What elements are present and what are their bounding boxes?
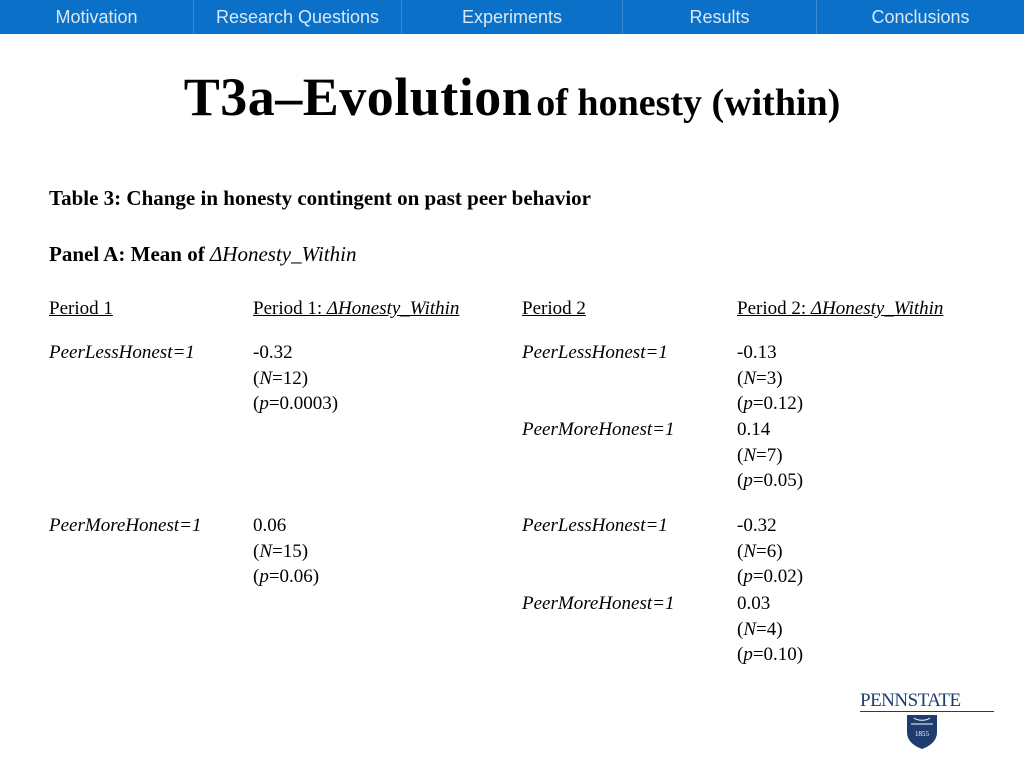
nav-tab-motivation[interactable]: Motivation: [0, 0, 194, 34]
group1-period1-p: (p=0.0003): [253, 393, 339, 414]
group1-sub1-stats: [737, 340, 803, 417]
column-header-period1-change: [253, 296, 459, 322]
top-nav-bar: [0, 0, 1024, 34]
group2-sub2-n: (N=4): [737, 618, 783, 640]
pennstate-logo-rule: [860, 711, 994, 712]
group2-sub1-p-value: 0.02: [763, 566, 797, 587]
nav-tab-research-questions[interactable]: Research Questions: [194, 0, 402, 34]
slide-title-sub: of honesty (within): [536, 82, 841, 124]
group1-sub2-n: (N=7): [737, 444, 783, 466]
group2-sub1-p: (p=0.02): [737, 566, 804, 587]
group1-sub1-label: PeerLessHonest=1: [522, 342, 668, 363]
group2-sub2-p-value: 0.10: [763, 644, 797, 665]
group1-period1-mean: -0.32: [253, 342, 293, 363]
group2-period1-mean: 0.06: [253, 515, 287, 536]
table-caption: Table 3: Change in honesty contingent on past peer behavior: [49, 186, 591, 210]
group1-sub2-stats: [737, 417, 803, 494]
shield-icon: [906, 714, 938, 750]
group1-period1-label: PeerLessHonest=1: [49, 342, 195, 363]
group2-sub2-mean: 0.03: [737, 593, 771, 614]
group2-period1-n-value: 15: [282, 540, 302, 562]
column-header-period1-change-var: ΔHonesty_Within: [326, 298, 460, 319]
group2-period1-p-value: 0.06: [279, 566, 313, 587]
pennstate-logo: [860, 690, 994, 752]
slide-title-main: T3a–Evolution: [183, 67, 533, 127]
group2-sub2-stats: [737, 591, 803, 668]
group1-period1-n-value: 12: [282, 367, 302, 389]
group1-sub2-p-value: 0.05: [763, 470, 797, 491]
nav-tab-experiments[interactable]: Experiments: [402, 0, 623, 34]
group2-sub1-n: (N=6): [737, 540, 783, 562]
group1-sub2-p: (p=0.05): [737, 470, 804, 491]
panel-heading-prefix: Panel A: Mean of: [49, 242, 210, 266]
group1-sub2-label: PeerMoreHonest=1: [522, 419, 675, 440]
panel-heading: [49, 242, 356, 267]
column-header-period2: Period 2: [522, 298, 586, 319]
group1-sub2-n-value: 7: [766, 444, 777, 466]
panel-heading-var: ΔHonesty_Within: [209, 242, 357, 266]
group2-period1-label: PeerMoreHonest=1: [49, 515, 202, 536]
column-header-period1: Period 1: [49, 298, 113, 319]
column-header-period2-change-var: ΔHonesty_Within: [810, 298, 944, 319]
pennstate-logo-year: 1855: [915, 730, 929, 738]
nav-tab-results[interactable]: Results: [623, 0, 817, 34]
group2-sub1-mean: -0.32: [737, 515, 777, 536]
nav-tab-conclusions[interactable]: Conclusions: [871, 6, 970, 27]
group1-period1-n: (N=12): [253, 367, 309, 389]
group2-period1-n: (N=15): [253, 540, 309, 562]
pennstate-logo-text: PENNSTATE: [860, 690, 961, 711]
group1-period1-p-value: 0.0003: [279, 393, 332, 414]
group2-sub1-n-value: 6: [766, 540, 777, 562]
slide-title: [0, 66, 1024, 128]
group2-sub1-label: PeerLessHonest=1: [522, 515, 668, 536]
group1-sub1-n: (N=3): [737, 367, 783, 389]
group2-sub2-n-value: 4: [766, 618, 777, 640]
group1-sub1-p: (p=0.12): [737, 393, 804, 414]
column-header-period2-change: [737, 296, 943, 322]
group1-sub2-mean: 0.14: [737, 419, 771, 440]
group2-sub1-stats: [737, 513, 803, 590]
group2-period1-p: (p=0.06): [253, 566, 320, 587]
group1-sub1-p-value: 0.12: [763, 393, 797, 414]
group2-period1-stats: [253, 513, 319, 590]
group1-sub1-mean: -0.13: [737, 342, 777, 363]
column-header-period2-change-prefix: Period 2:: [737, 298, 811, 319]
group1-period1-stats: [253, 340, 338, 417]
group1-sub1-n-value: 3: [766, 367, 777, 389]
group2-sub2-p: (p=0.10): [737, 644, 804, 665]
group2-sub2-label: PeerMoreHonest=1: [522, 593, 675, 614]
column-header-period1-change-prefix: Period 1:: [253, 298, 327, 319]
